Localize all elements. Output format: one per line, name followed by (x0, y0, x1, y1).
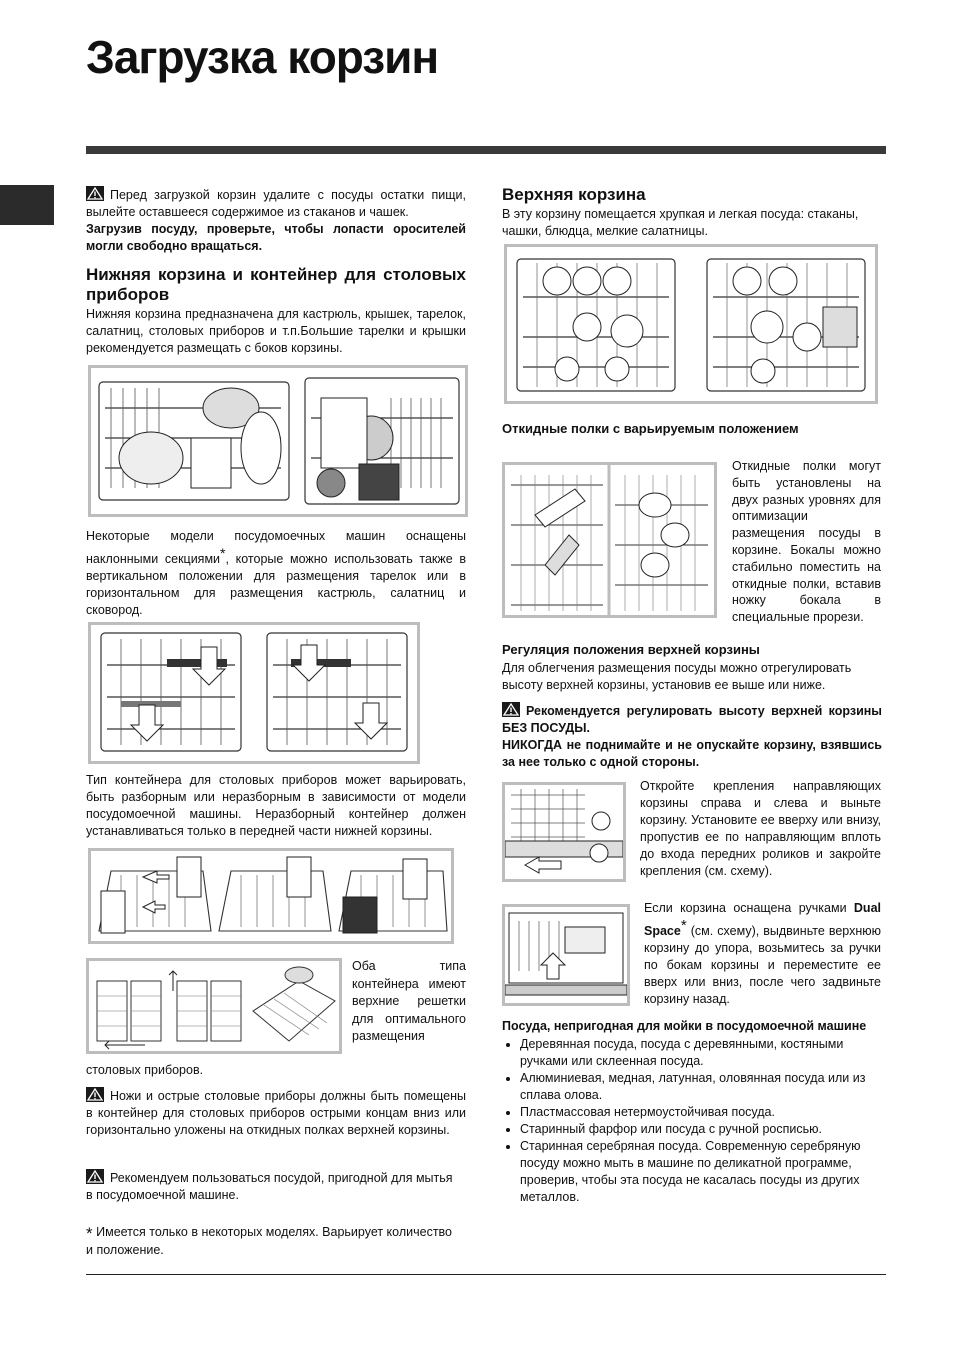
recommend-text: Рекомендуем пользоваться посудой, пригодной для мытья в посудомоечной машине. (86, 1171, 453, 1202)
tilt-text: Некоторые модели посудомоечных машин оснащены наклонными секциями*, которые можно использовать также в вертикальном положении для размещения тарелок или в горизонтальном для размещения кастрюль, салатниц и сковород. (86, 529, 466, 618)
bottom-rule (86, 1274, 886, 1275)
warning-icon (86, 1087, 104, 1102)
lower-basket-heading: Нижняя корзина и контейнер для столовых приборов (86, 265, 466, 304)
both-types-text: Оба типа контейнера имеют верхние решетки для оптимального размещения (352, 959, 466, 1044)
footnote-text: Имеется только в некоторых моделях. Варьирует количество и положение. (86, 1225, 453, 1257)
list-item: • Старинный фарфор или посуда с ручной росписью. (520, 1121, 882, 1138)
adjust-heading: Регуляция положения верхней корзины (502, 642, 760, 657)
list-item: • Деревянная посуда, посуда с деревянными, костяными ручками или склеенная посуда. (520, 1036, 882, 1070)
adjust-warning (502, 702, 882, 771)
adjust-warning-1: Рекомендуется регулировать высоту верхней корзины БЕЗ ПОСУДЫ. (502, 704, 882, 735)
adjust-warning-2: НИКОГДА не поднимайте и не опускайте корзину, взявшись за нее только с одной стороны. (502, 738, 882, 769)
list-item: • Пластмассовая нетермоустойчивая посуда. (520, 1104, 882, 1121)
lower-basket-figure (88, 365, 468, 517)
adjust-text: Для облегчения размещения посуды можно отрегулировать высоту верхней корзины, установив ее выше или ниже. (502, 661, 852, 692)
tilting-sections-figure (88, 622, 420, 764)
page-title: Загрузка корзин (86, 31, 439, 83)
warning-icon (502, 702, 520, 717)
dual-space-figure (502, 904, 630, 1006)
list-item: • Алюминиевая, медная, латунная, оловянная посуда или из сплава олова. (520, 1070, 882, 1104)
fold-down-shelves-figure (502, 462, 717, 618)
section-tab (0, 185, 54, 225)
warning-icon (86, 1169, 104, 1184)
dual-space-text: Если корзина оснащена ручками Dual Space* (см. схему), выдвиньте верхнюю корзину до упора, возьмитесь за ручки по бокам корзины и переместите ее вверх или вниз, после чего задвиньте корзину назад. (644, 901, 881, 1007)
open-clips-text: Откройте крепления направляющих корзины справа и слева и выньте корзину. Установите ее вверху или внизу, пропустив ее по направляющим вплоть до входа передних роликов и закройте крепления (см. схему). (640, 779, 881, 878)
upper-basket-heading: Верхняя корзина (502, 185, 646, 204)
title-rule (86, 146, 886, 154)
footnote (86, 1224, 458, 1259)
unsuitable-heading: Посуда, непригодная для мойки в посудомоечной машине (502, 1019, 867, 1033)
warning-icon (86, 186, 104, 201)
cutlery-text: Тип контейнера для столовых приборов может варьировать, быть разборным или неразборным в зависимости от модели посудомоечной машины. Неразборный контейнер должен устанавливаться только в передней части нижней корзины. (86, 773, 466, 838)
intro-block (86, 186, 466, 255)
cutlery-basket-positions-figure (88, 848, 454, 944)
footnote-star: * (86, 1224, 93, 1243)
upper-basket-text: В эту корзину помещается хрупкая и легкая посуда: стаканы, чашки, блюдца, мелкие салатницы. (502, 207, 859, 238)
lower-basket-text: Нижняя корзина предназначена для кастрюль, крышек, тарелок, салатниц, столовых приборов и т.п.Большие тарелки и крышки рекомендуется размещать с боков корзины. (86, 307, 466, 355)
upper-basket-figure (504, 244, 878, 404)
intro-text: Перед загрузкой корзин удалите с посуды остатки пищи, вылейте оставшееся содержимое из стаканов и чашек. (86, 188, 466, 219)
unsuitable-list (502, 1036, 882, 1206)
shelves-text: Откидные полки могут быть установлены на двух разных уровнях для оптимизации размещения посуды в корзине. Бокалы можно стабильно поместить на откидные полки, вставив ножку бокала в специальные прорези. (732, 459, 881, 625)
recommend-block (86, 1169, 458, 1204)
shelves-heading: Откидные полки с варьируемым положением (502, 421, 799, 436)
rail-clips-figure (502, 782, 626, 882)
list-item: • Старинная серебряная посуда. Современную серебряную посуду можно мыть в машине по деликатной программе, проверив, чтобы эта посуда не касалась посуды из других металлов. (520, 1138, 882, 1206)
knives-text: Ножи и острые столовые приборы должны быть помещены в контейнер для столовых приборов острыми концам вниз или горизонтально уложены на откидных полках верхней корзины. (86, 1089, 466, 1137)
cutlery-grids-figure (86, 958, 342, 1054)
knives-block (86, 1087, 466, 1139)
intro-bold-text: Загрузив посуду, проверьте, чтобы лопасти оросителей могли свободно вращаться. (86, 222, 466, 253)
both-types-end-text: столовых приборов. (86, 1063, 204, 1077)
